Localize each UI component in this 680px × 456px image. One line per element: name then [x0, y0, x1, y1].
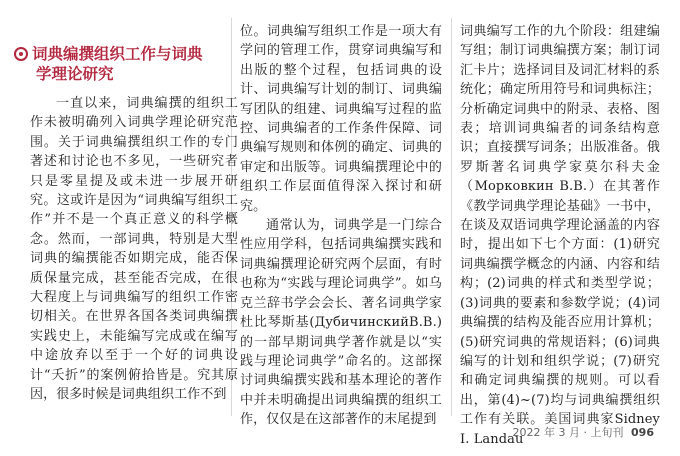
text-column-3 [460, 22, 660, 449]
paragraph: 词典编写工作的九个阶段：组建编写组；制订词典编撰方案；制订词汇卡片；选择词目及词汇材料的系统化；确定所用符号和词典标注；分析确定词典中的附录、表格、图表；培训词典编者的词条结构意识；直接撰写词条；出版准备。俄罗斯著名词典学家莫尔科夫金（Морковкин В.В.）在其著作《教学词典学理论基础》一书中，在谈及双语词典学理论涵盖的内容时，提出如下七个方面：(1)研究词典编撰学概念的内涵、内容和结构；(2)词典的样式和类型学说；(3)词典的要素和参数学说；(4)词典编撰的结构及能否应用计算机；(5)研究词典的常规语料；(6)词典编写的计划和组织学说；(7)研究和确定词典编撰的规则。可以看出，第(4)~(7)均与词典编撰组织工作有关联。美国词典家Sidney I. Landau [460, 24, 660, 447]
paragraph: 一直以来，词典编撰的组织工作未被明确列入词典学理论研究范围。关于词典编撰组织工作的专门著述和讨论也不多见，一些研究者只是零星提及或未进一步展开研究。这或许是因为“词典编写组织工作”并不是一个真正意义的科学概念。然而，一部词典，特别是大型词典的编撰能否如期完成，能否保质保量完成，甚至能否完成，在很大程度上与词典编写的组织工作密切相关。在世界各国各类词典编撰实践史上，未能编写完成或在编写中途放弃以至于一个好的词典设计“夭折”的案例俯拾皆是。究其原因，很多时候是词典组织工作不到 [30, 96, 238, 403]
page-number: 096 [631, 426, 654, 439]
paragraph: 通常认为，词典学是一门综合性应用学科，包括词典编撰实践和词典编撰理论研究两个层面，有时也称为“实践与理论词典学”。如乌克兰辞书学会会长、著名词典学家杜比琴斯基(ДубичинскийВ.В.)的一部早期词典学著作就是以“实践与理论词典学”命名的。这部探讨词典编撰实践和基本理论的著作中并未明确提出词典编撰的组织工作，仅仅是在这部著作的末尾提到 [240, 218, 442, 428]
heading-line-1: 词典编撰组织工作与词典 [32, 45, 203, 63]
paragraph: 位。词典编写组织工作是一项大有学问的管理工作，贯穿词典编写和出版的整个过程，包括词典的设计、词典编写计划的制订、词典编写团队的组建、词典编写过程的监控、词典编者的工作条件保障、词典编写规则和体例的确定、词典的审定和出版等。词典编撰理论中的组织工作层面值得深入探讨和研究。 [240, 24, 442, 214]
heading-line-2: 学理论研究 [36, 65, 114, 83]
text-column-1 [30, 22, 238, 405]
page-footer [513, 424, 654, 440]
bullet-circle-icon [14, 47, 28, 61]
issue-label: 2022 年 3 月 · 上旬刊 [512, 426, 624, 439]
text-column-2 [240, 22, 442, 430]
column-divider-right [451, 18, 452, 416]
